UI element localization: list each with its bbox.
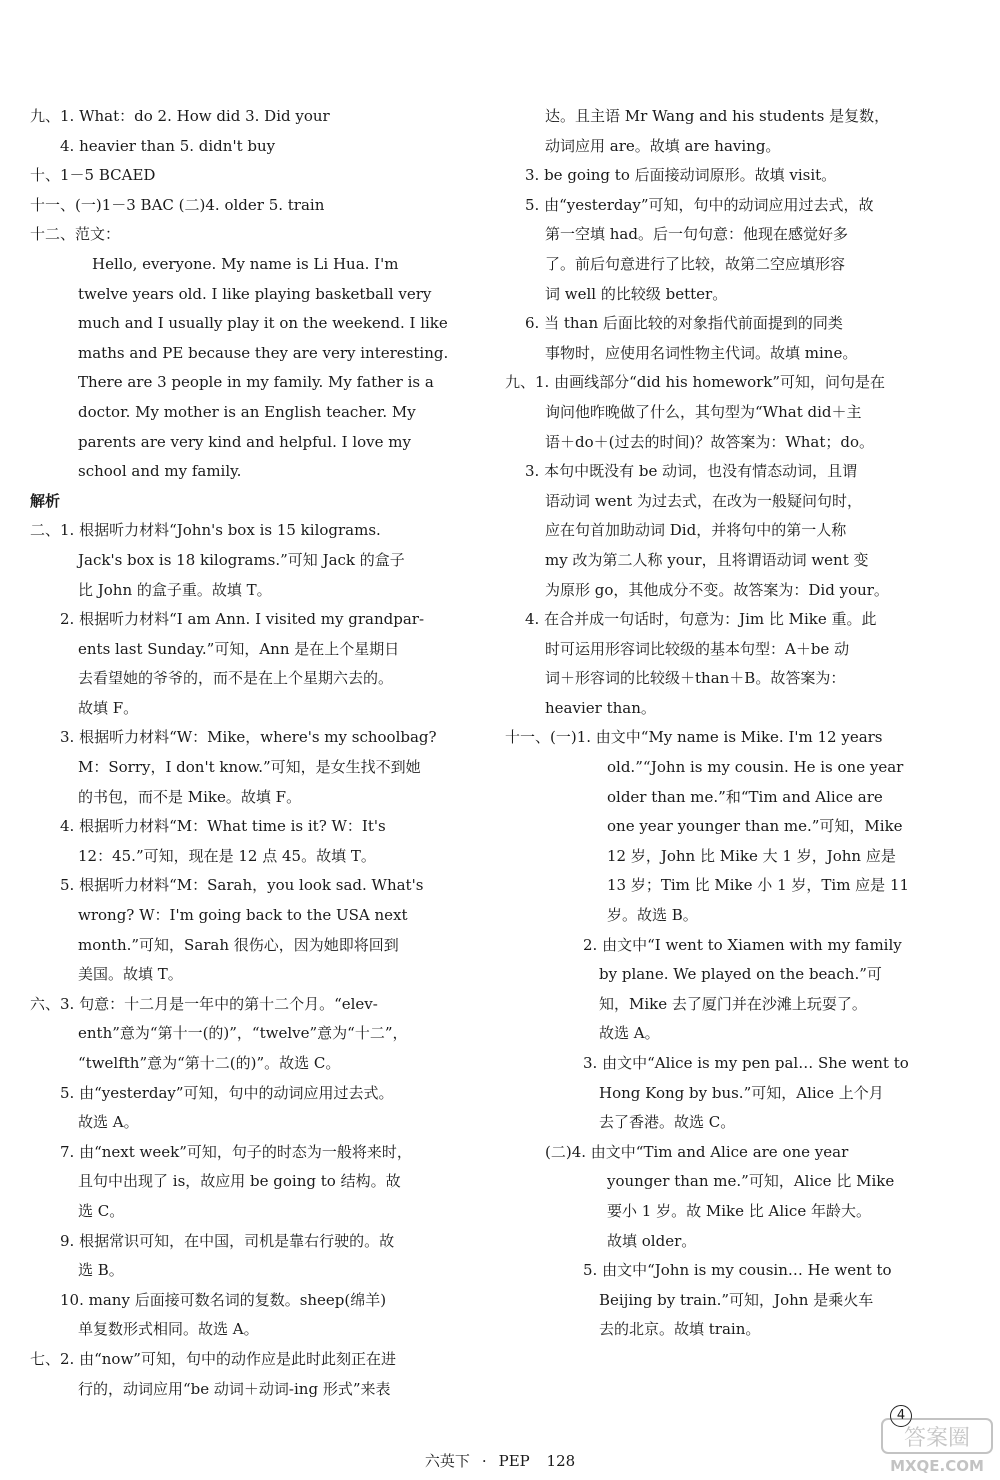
text-line: 12 岁，John 比 Mike 大 1 岁，John 应是 — [607, 846, 896, 865]
text-line: 词 well 的比较级 better。 — [545, 284, 728, 303]
text-line: 美国。故填 T。 — [78, 965, 183, 984]
text-line: 去了香港。故选 C。 — [599, 1113, 736, 1132]
text-line: 第一空填 had。后一句句意：他现在感觉好多 — [545, 225, 848, 244]
text-line: (二)4. 由文中“Tim and Alice are one year — [545, 1142, 849, 1161]
text-line: 选 B。 — [78, 1261, 124, 1280]
text-line: 2. 由文中“I went to Xiamen with my family — [583, 935, 902, 954]
text-line: 7. 由“next week”可知，句子的时态为一般将来时， — [60, 1142, 412, 1161]
text-line: 比 John 的盒子重。故填 T。 — [78, 580, 272, 599]
text-line: 5. 由文中“John is my cousin… He went to — [583, 1261, 892, 1280]
text-line: 3. 本句中既没有 be 动词，也没有情态动词，且谓 — [525, 462, 858, 481]
text-line: 选 C。 — [78, 1201, 125, 1220]
text-line: 了。前后句意进行了比较，故第二空应填形容 — [545, 254, 846, 273]
text-line: 解析 — [30, 491, 61, 510]
text-line: one year younger than me.”可知，Mike — [607, 817, 903, 836]
text-line: 行的，动词应用“be 动词＋动词-ing 形式”来表 — [78, 1379, 391, 1398]
text-line: younger than me.”可知，Alice 比 Mike — [607, 1172, 895, 1191]
text-line: 十二、范文： — [30, 225, 121, 244]
text-line: 九、1. 由画线部分“did his homework”可知，问句是在 — [505, 373, 886, 392]
text-line: 知，Mike 去了厦门并在沙滩上玩耍了。 — [599, 994, 867, 1013]
text-line: 3. 根据听力材料“W：Mike，where's my schoolbag? — [60, 728, 437, 747]
text-line: 询问他昨晚做了什么，其句型为“What did＋主 — [545, 402, 862, 421]
text-line: 故选 A。 — [78, 1113, 139, 1132]
page-footer — [0, 1450, 1000, 1471]
text-line: 3. be going to 后面接动词原形。故填 visit。 — [525, 166, 837, 185]
text-line: 故选 A。 — [599, 1024, 660, 1043]
text-line: school and my family. — [78, 462, 242, 481]
text-line: old.”“John is my cousin. He is one year — [607, 758, 904, 777]
text-line: 且句中出现了 is，故应用 be going to 结构。故 — [78, 1172, 401, 1191]
text-line: 5. 由“yesterday”可知，句中的动词应用过去式，故 — [525, 195, 874, 214]
text-line: enth”意为“第十一(的)”，“twelve”意为“十二”， — [78, 1024, 408, 1043]
text-line: 词＋形容词的比较级＋than＋B。故答案为： — [545, 669, 846, 688]
text-line: 岁。故选 B。 — [607, 906, 698, 925]
text-line: 6. 当 than 后面比较的对象指代前面提到的同类 — [525, 314, 843, 333]
text-line: by plane. We played on the beach.”可 — [599, 965, 882, 984]
text-line: 故填 F。 — [78, 698, 139, 717]
text-line: 语动词 went 为过去式，在改为一般疑问句时， — [545, 491, 862, 510]
svg-text:MXQE.COM: MXQE.COM — [890, 1457, 984, 1475]
text-line: 的书包，而不是 Mike。故填 F。 — [78, 787, 302, 806]
text-line: 4. 在合并成一句话时，句意为：Jim 比 Mike 重。此 — [525, 610, 877, 629]
text-line: 去看望她的爷爷的，而不是在上个星期六去的。 — [78, 669, 394, 688]
text-line: “twelfth”意为“第十二(的)”。故选 C。 — [78, 1054, 341, 1072]
text-line: 4. heavier than 5. didn't buy — [60, 136, 276, 155]
text-line: 十一、(一)1. 由文中“My name is Mike. I'm 12 years — [505, 728, 883, 747]
text-line: 12：45.”可知，现在是 12 点 45。故填 T。 — [78, 846, 376, 865]
text-line: 2. 根据听力材料“I am Ann. I visited my grandpar- — [60, 610, 425, 629]
text-line: 时可运用形容词比较级的基本句型：A＋be 动 — [545, 639, 850, 658]
footer-book: 六英下 — [424, 1452, 470, 1470]
text-line: 语＋do＋(过去的时间)？故答案为：What；do。 — [545, 432, 875, 451]
text-line: There are 3 people in my family. My father is a — [78, 373, 434, 392]
text-line: twelve years old. I like playing basketball very — [78, 284, 432, 303]
text-line: 5. 根据听力材料“M：Sarah，you look sad. What's — [60, 876, 424, 895]
text-line: 事物时，应使用名词性物主代词。故填 mine。 — [545, 343, 858, 362]
text-line: 13 岁；Tim 比 Mike 小 1 岁，Tim 应是 11 — [607, 876, 910, 895]
text-line: 为原形 go，其他成分不变。故答案为：Did your。 — [545, 580, 889, 599]
text-line: 七、2. 由“now”可知，句中的动作应是此时此刻正在进 — [30, 1349, 396, 1368]
page-number: 128 — [546, 1452, 576, 1470]
text-line: 十一、(一)1－3 BAC (二)4. older 5. train — [30, 195, 325, 214]
text-line: older than me.”和“Tim and Alice are — [607, 787, 883, 806]
footer-dot: · — [481, 1452, 487, 1470]
text-line: 单复数形式相同。故选 A。 — [78, 1320, 259, 1339]
text-line: parents are very kind and helpful. I love my — [78, 432, 411, 451]
text-line: my 改为第二人称 your，且将谓语动词 went 变 — [545, 550, 869, 569]
text-line: 故填 older。 — [607, 1231, 697, 1250]
text-line: 应在句首加助动词 Did，并将句中的第一人称 — [545, 521, 847, 540]
text-line: 六、3. 句意：十二月是一年中的第十二个月。“elev- — [30, 994, 378, 1013]
text-line: 10. many 后面接可数名词的复数。sheep(绵羊) — [60, 1290, 387, 1309]
text-line: 去的北京。故填 train。 — [599, 1320, 761, 1339]
text-line: maths and PE because they are very interesting. — [78, 343, 449, 362]
text-line: 3. 由文中“Alice is my pen pal… She went to — [583, 1054, 909, 1072]
text-line: doctor. My mother is an English teacher. My — [78, 402, 416, 421]
text-line: month.”可知，Sarah 很伤心，因为她即将回到 — [78, 935, 399, 954]
text-line: Jack's box is 18 kilograms.”可知 Jack 的盒子 — [78, 550, 405, 569]
section-number-mark: 4 — [890, 1405, 912, 1427]
footer-edition: PEP — [498, 1452, 530, 1470]
text-line: 九、1. What：do 2. How did 3. Did your — [30, 107, 330, 125]
text-line: 十、1－5 BCAED — [30, 166, 156, 185]
text-line: 9. 根据常识可知，在中国，司机是靠右行驶的。故 — [60, 1231, 395, 1250]
text-line: 达。且主语 Mr Wang and his students 是复数， — [545, 107, 890, 125]
right-column — [505, 102, 910, 1345]
svg-text:答案圈: 答案圈 — [903, 1426, 971, 1451]
left-column — [30, 102, 470, 1404]
text-line: Hello, everyone. My name is Li Hua. I'm — [92, 254, 399, 273]
text-line: 5. 由“yesterday”可知，句中的动词应用过去式。 — [60, 1083, 394, 1102]
text-line: 4. 根据听力材料“M：What time is it? W：It's — [60, 817, 386, 836]
text-line: 动词应用 are。故填 are having。 — [545, 136, 781, 155]
text-line: ents last Sunday.”可知，Ann 是在上个星期日 — [78, 639, 400, 658]
text-line: wrong? W：I'm going back to the USA next — [78, 906, 408, 925]
text-line: heavier than。 — [545, 698, 656, 717]
text-line: Hong Kong by bus.”可知，Alice 上个月 — [599, 1083, 884, 1102]
text-line: Beijing by train.”可知，John 是乘火车 — [599, 1290, 874, 1309]
text-line: 二、1. 根据听力材料“John's box is 15 kilograms. — [30, 521, 381, 540]
text-line: M：Sorry，I don't know.”可知，是女生找不到她 — [78, 758, 421, 777]
text-line: much and I usually play it on the weekend. I like — [78, 314, 448, 333]
text-line: 要小 1 岁。故 Mike 比 Alice 年龄大。 — [607, 1201, 871, 1220]
